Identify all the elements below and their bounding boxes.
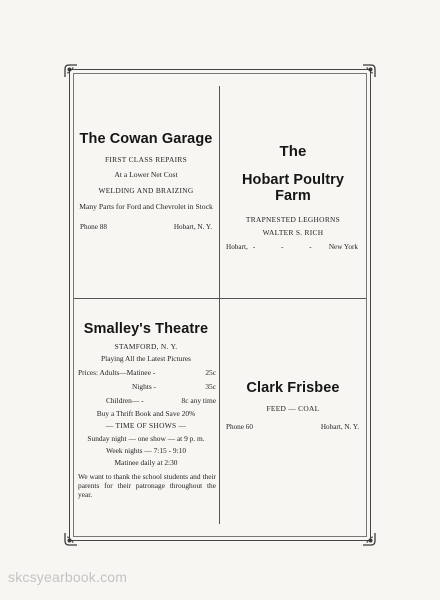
phone-number: Phone 88 (80, 222, 107, 231)
price-label: Children— - (106, 395, 144, 405)
dash-separator: - - - (252, 242, 324, 251)
ad-line: TRAPNESTED LEGHORNS (245, 215, 341, 224)
price-row (76, 382, 216, 391)
ad-cowan-garage (78, 131, 214, 231)
price-value: 35c (205, 381, 216, 391)
ad-contact-row (224, 423, 362, 431)
price-row (76, 368, 216, 377)
ad-line: Playing All the Latest Pictures (101, 354, 191, 364)
ad-line: FIRST CLASS REPAIRS (104, 155, 188, 164)
ad-title: Hobart Poultry Farm (241, 172, 345, 204)
ad-title: Clark Frisbee (246, 380, 340, 396)
watermark-url: skcsyearbook.com (8, 569, 128, 585)
location: Hobart, N. Y. (173, 222, 212, 231)
ad-line: Sunday night — one show — at 9 p. m. (87, 433, 205, 443)
ad-line: WELDING AND BRAIZING (98, 186, 194, 195)
corner-ornament-bottom-left (64, 532, 78, 546)
ad-line: Many Parts for Ford and Chevrolet in Stock (79, 202, 213, 212)
ad-line: STAMFORD, N. Y. (114, 342, 178, 351)
ad-line: FEED — COAL (266, 404, 320, 413)
ad-contact-row (224, 243, 362, 251)
ad-title: Smalley's Theatre (83, 321, 209, 337)
ad-line: At a Lower Net Cost (114, 170, 178, 180)
ad-thanks-note: We want to thank the school students and their parents for their patronage throughout the year. (78, 471, 216, 500)
ad-contact-row (78, 223, 214, 231)
price-row (76, 396, 216, 405)
ad-clark-frisbee (224, 380, 362, 431)
ad-hobart-poultry-farm (224, 143, 362, 251)
horizontal-divider (74, 298, 366, 299)
vertical-divider (219, 86, 220, 524)
corner-ornament-top-left (64, 64, 78, 78)
price-label: Nights - (132, 381, 157, 391)
price-label: Prices: Adults—Matinee - (78, 367, 156, 377)
phone-number: Phone 60 (226, 423, 253, 432)
corner-ornament-top-right (362, 64, 376, 78)
ad-line: WALTER S. RICH (262, 228, 324, 238)
ad-line: Buy a Thrift Book and Save 20% (96, 408, 196, 418)
ad-line: Matinee daily at 2:30 (114, 458, 178, 468)
location: Hobart, N. Y. (320, 423, 359, 432)
ad-line: — TIME OF SHOWS — (105, 421, 187, 431)
state: New York (328, 242, 358, 251)
corner-ornament-bottom-right (362, 532, 376, 546)
ad-line: Week nights — 7:15 - 9:10 (105, 446, 187, 456)
ad-smalleys-theatre (76, 321, 216, 500)
price-value: 8c any time (181, 395, 216, 405)
ad-title-prefix: The (279, 143, 307, 160)
price-value: 25c (205, 367, 216, 377)
ad-title: The Cowan Garage (79, 131, 213, 147)
town: Hobart, (226, 242, 248, 251)
